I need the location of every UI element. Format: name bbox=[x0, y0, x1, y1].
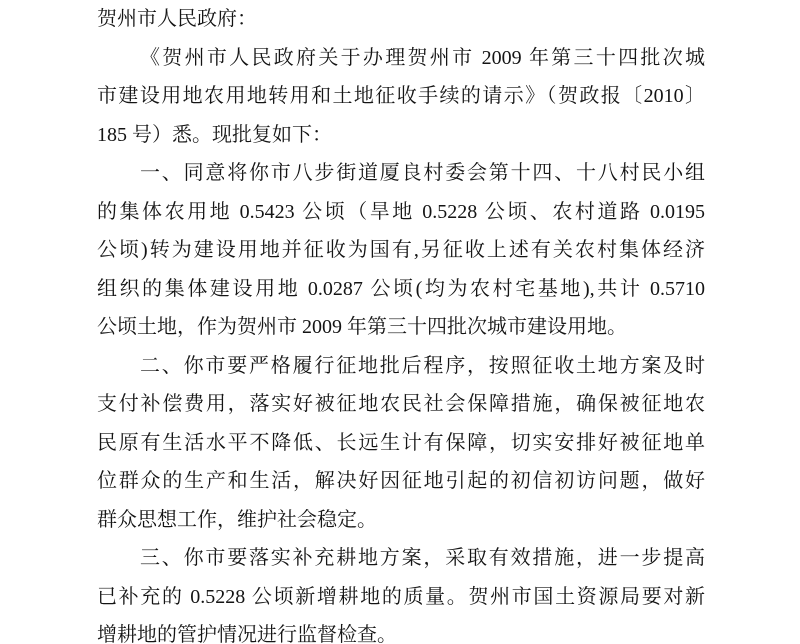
text-line: 一、同意将你市八步街道厦良村委会第十四、十八村民小组 bbox=[140, 162, 705, 184]
text-line: 群众思想工作，维护社会稳定。 bbox=[97, 508, 377, 531]
text-line: 支付补偿费用，落实好被征地农民社会保障措施，确保被征地农 bbox=[97, 393, 705, 415]
text-line: 民原有生活水平不降低、长远生计有保障，切实安排好被征地单 bbox=[97, 431, 705, 454]
text-line: 市建设用地农用地转用和土地征收手续的请示》（贺政报〔2010〕 bbox=[97, 85, 705, 107]
paragraph-item-two bbox=[97, 347, 705, 540]
text-line: 组织的集体建设用地 0.0287 公顷(均为农村宅基地),共计 0.5710 bbox=[97, 277, 705, 300]
text-line: 增耕地的管护情况进行监督检查。 bbox=[97, 624, 397, 644]
paragraph-item-one bbox=[97, 154, 705, 347]
text-line: 已补充的 0.5228 公顷新增耕地的质量。贺州市国土资源局要对新 bbox=[97, 585, 705, 608]
text-line: 三、你市要落实补充耕地方案，采取有效措施，进一步提高 bbox=[140, 547, 705, 569]
text-line: 185 号）悉。现批复如下： bbox=[97, 123, 332, 146]
paragraph-request-reference bbox=[97, 39, 705, 155]
text-line: 公顷土地，作为贺州市 2009 年第三十四批次城市建设用地。 bbox=[97, 316, 627, 338]
salutation: 贺州市人民政府： bbox=[97, 8, 257, 30]
text-line: 二、你市要严格履行征地批后程序，按照征收土地方案及时 bbox=[140, 354, 705, 377]
paragraph-item-three bbox=[97, 539, 705, 644]
text-line: 位群众的生产和生活，解决好因征地引起的初信初访问题，做好 bbox=[97, 470, 705, 492]
text-line: 公顷)转为建设用地并征收为国有,另征收上述有关农村集体经济 bbox=[97, 239, 705, 261]
text-line: 的集体农用地 0.5423 公顷（旱地 0.5228 公顷、农村道路 0.0195 bbox=[97, 200, 705, 223]
text-line: 《贺州市人民政府关于办理贺州市 2009 年第三十四批次城 bbox=[140, 46, 705, 69]
document-page bbox=[97, 0, 705, 644]
